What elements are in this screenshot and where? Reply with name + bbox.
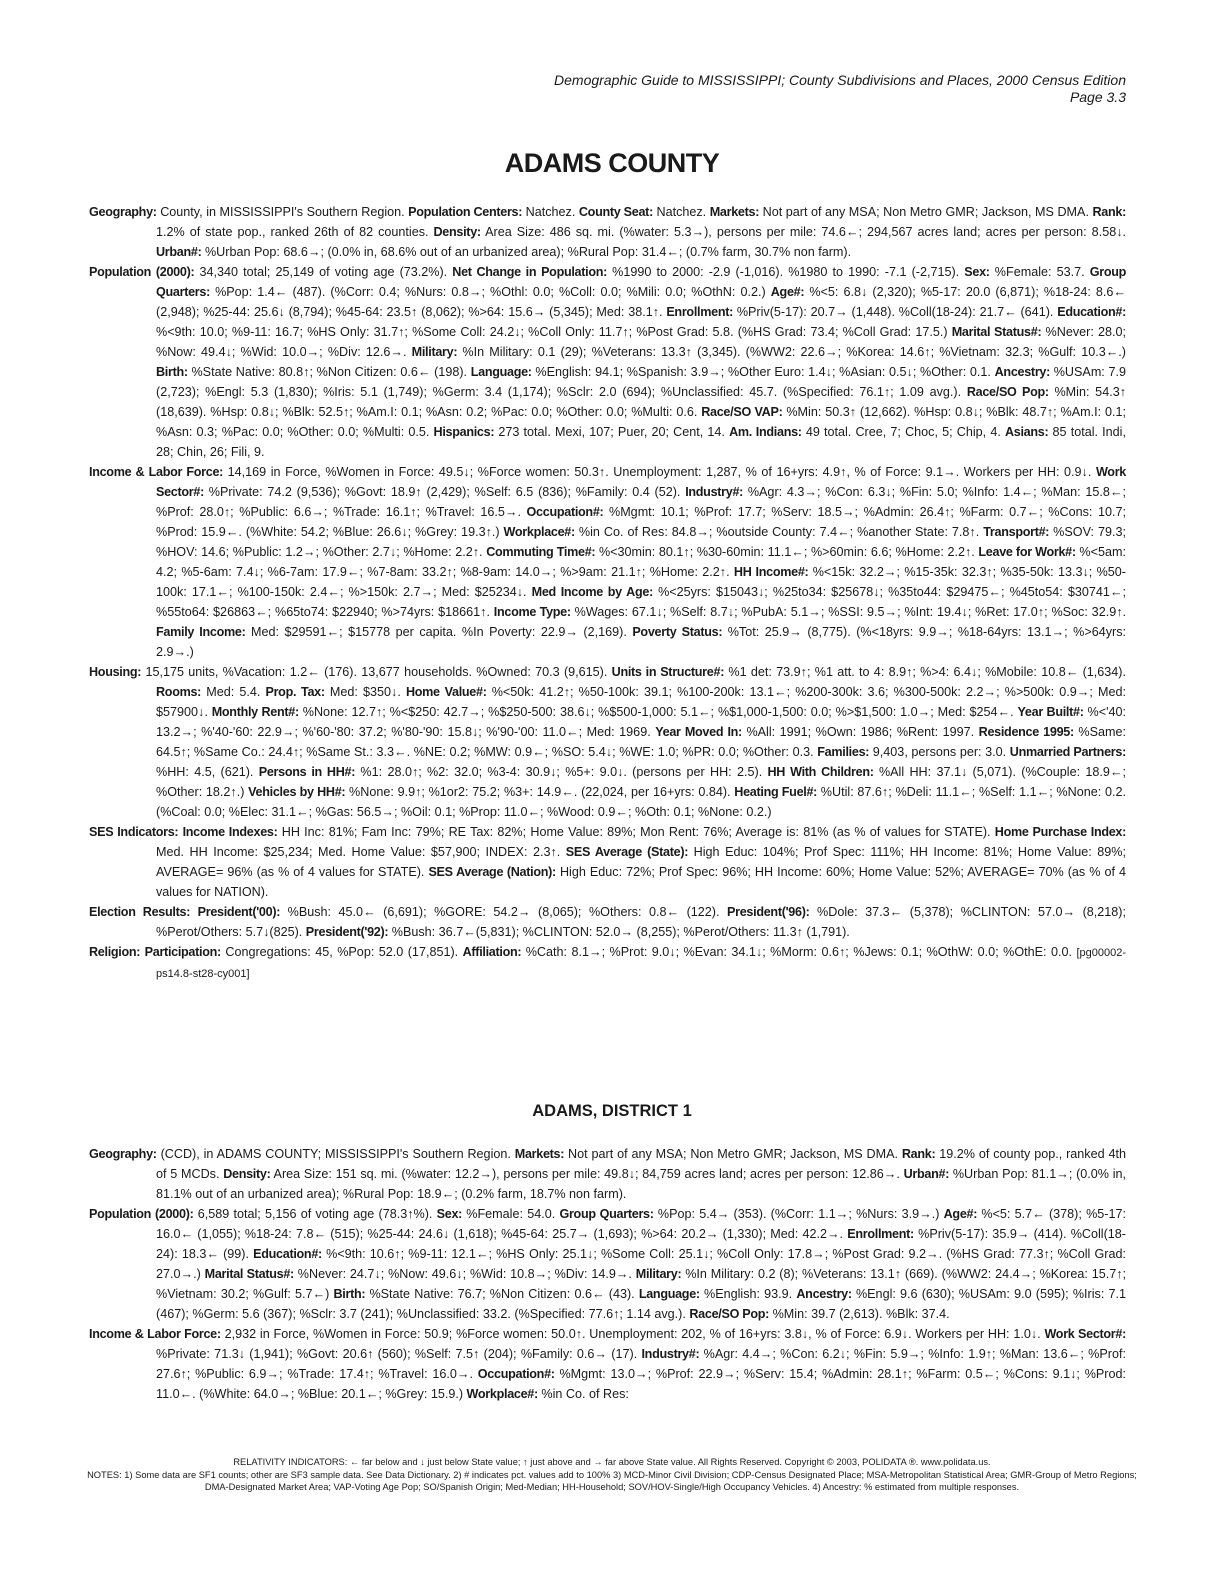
- field-value: %English: 94.1; %Spanish: 3.9→; %Other Euro: 1.4↓; %Asian: 0.5↓; %Other: 0.1.: [531, 365, 995, 379]
- field-value: %Priv(5-17): 20.7→ (1,448). %Coll(18-24): 21.7← (641).: [733, 305, 1058, 319]
- field-value: 14,169 in Force, %Women in Force: 49.5↓; %Force women: 50.3↑. Unemployment: 1,287, % of 16+yrs: 4.9↑, % of Force: 9.1→. Workers per HH: 0.9↓.: [223, 465, 1096, 479]
- field-label: Education#:: [1057, 305, 1126, 319]
- field-label: Units in Structure#:: [611, 665, 725, 679]
- field-label: Marital Status#:: [204, 1267, 294, 1281]
- guide-title: Demographic Guide to MISSISSIPPI; County Subdivisions and Places, 2000 Census Edition: [554, 72, 1126, 88]
- field-label: Year Built#:: [1017, 705, 1084, 719]
- field-label: Industry#:: [685, 485, 744, 499]
- field-label: SES Average (State):: [565, 845, 689, 859]
- field-label: Prop. Tax:: [265, 685, 325, 699]
- field-value: 15,175 units, %Vacation: 1.2← (176). 13,677 households. %Owned: 70.3 (9,615).: [141, 665, 612, 679]
- footer-notes: NOTES: 1) Some data are SF1 counts; other are SF3 sample data. See Data Dictionary. 2) # indicates pct. values add to 100% 3) MCD-Minor Civil Division; CDP-Census Designated Place; MSA-Metropolitan Statistical Area; GMR-Group of Metro Regions; DMA-Designated Market Area; VAP-Voting Age Pop; SO/Spanish Origin; Med-Median; HH-Household; SOV/HOV-Single/High Occupancy Vehicles. 4) Ancestry: % estimated from multiple responses.: [87, 1469, 1137, 1492]
- field-value: %Bush: 45.0← (6,691); %GORE: 54.2→ (8,065); %Others: 0.8← (122).: [280, 905, 728, 919]
- field-label: HH With Children:: [767, 765, 874, 779]
- relativity-indicators: RELATIVITY INDICATORS: ← far below and ↓ just below State value; ↑ just above and → far above State value. All Rights Reserved. Copyright © 2003, POLIDATA ®. www.polidata.us.: [233, 1457, 991, 1467]
- field-label: Work Sector#:: [1044, 1327, 1127, 1341]
- field-label: HH Income#:: [733, 565, 809, 579]
- field-value: %None: 9.9↑; %1or2: 75.2; %3+: 14.9←. (22,024, per 16+yrs: 0.84).: [345, 785, 735, 799]
- field-value: %Mgmt: 13.0→; %Prof: 22.9→; %Serv: 15.4; %Admin: 28.1↑; %Farm: 0.5←; %Cons: 9.1↓; %Prod: 11.0←. (%White: 64.0→; %Blue: 20.1←; %Grey: 15.9.): [156, 1367, 1126, 1401]
- field-value: %Cath: 8.1→; %Prot: 9.0↓; %Evan: 34.1↓; %Morm: 0.6↑; %Jews: 0.1; %OthW: 0.0; %OthE: 0.0.: [521, 945, 1077, 959]
- field-label: Unmarried Partners:: [1009, 745, 1126, 759]
- field-value: Med: $350↓.: [324, 685, 406, 699]
- profile-entry: [89, 662, 1126, 822]
- field-value: 9,403, persons per: 3.0.: [869, 745, 1010, 759]
- field-value: %Wages: 67.1↓; %Self: 8.7↓; %PubA: 5.1→; %SSI: 9.5→; %Int: 19.4↓; %Ret: 17.0↑; %Soc: 32.9↑.: [570, 605, 1126, 619]
- field-value: 1.2% of state pop., ranked 26th of 82 counties.: [156, 225, 434, 239]
- field-value: %in Co. of Res:: [537, 1387, 629, 1401]
- field-value: High Educ: 72%; Prof Spec: 96%; HH Income: 60%; Home Value: 52%; AVERAGE= 70% (as % of 4 values for NATION).: [156, 865, 1126, 899]
- field-label: Am. Indians:: [729, 425, 802, 439]
- field-value: %Dole: 37.3← (5,378); %CLINTON: 57.0→ (8,218); %Perot/Others: 5.7↓(825).: [156, 905, 1126, 939]
- field-value: %None: 12.7↑; %<$250: 42.7→; %$250-500: 38.6↓; %$500-1,000: 5.1←; %$1,000-1,500: 0.0; %>$1,500: 1.0→; Med: $254←.: [298, 705, 1018, 719]
- profile-entry: [89, 942, 1126, 984]
- field-value: %Min: 39.7 (2,613). %Blk: 37.4.: [769, 1307, 950, 1321]
- field-value: %<5am: 4.2; %5-6am: 7.4↓; %6-7am: 17.9←; %7-8am: 33.2↑; %8-9am: 14.0→; %>9am: 21.1↑; %Home: 2.2↑.: [156, 545, 1126, 579]
- field-value: 85 total. Indi, 28; Chin, 26; Fili, 9.: [156, 425, 1126, 459]
- field-label: Participation:: [144, 945, 221, 959]
- field-label: Industry#:: [641, 1347, 700, 1361]
- field-label: Race/SO Pop:: [689, 1307, 770, 1321]
- field-value: %English: 93.9.: [699, 1287, 797, 1301]
- field-label: Population Centers:: [408, 205, 523, 219]
- field-value: %Female: 53.7.: [989, 265, 1090, 279]
- field-value: %Mgmt: 10.1; %Prof: 17.7; %Serv: 18.5→; %Admin: 26.4↑; %Farm: 0.7←; %Cons: 10.7; %Prod: 15.9←. (%White: 54.2; %Blue: 26.6↓; %Grey: 19.3↑.): [156, 505, 1126, 539]
- field-value: Area Size: 486 sq. mi. (%water: 5.3→), persons per mile: 74.6←; 294,567 acres land; acres per person: 8.58↓.: [480, 225, 1126, 239]
- district-profile: [89, 1144, 1126, 1404]
- field-label: Group Quarters:: [156, 265, 1127, 299]
- field-value: %State Native: 80.8↑; %Non Citizen: 0.6← (198).: [187, 365, 471, 379]
- field-value: %Min: 54.3↑ (18,639). %Hsp: 0.8↓; %Blk: 52.5↑; %Am.I: 0.1; %Asn: 0.2; %Pac: 0.0; %Other: 0.0; %Multi: 0.6.: [156, 385, 1126, 419]
- field-value: %Never: 24.7↓; %Now: 49.6↓; %Wid: 10.8→; %Div: 14.9→.: [293, 1267, 636, 1281]
- field-label: President('92):: [305, 925, 389, 939]
- field-label: Rooms:: [156, 685, 202, 699]
- field-value: 2,932 in Force, %Women in Force: 50.9; %Force women: 50.0↑. Unemployment: 202, % of 16+yrs: 3.8↓, % of Force: 6.9↓. Workers per HH: 1.0↓.: [220, 1327, 1045, 1341]
- field-value: %Private: 71.3↓ (1,941); %Govt: 20.6↑ (560); %Self: 7.5↑ (204); %Family: 0.6→ (17).: [156, 1347, 642, 1361]
- field-value: 34,340 total; 25,149 of voting age (73.2%).: [194, 265, 453, 279]
- field-label: Language:: [470, 365, 532, 379]
- field-label: Housing:: [89, 665, 142, 679]
- field-value: %Agr: 4.4→; %Con: 6.2↓; %Fin: 5.9→; %Info: 1.9↑; %Man: 13.6←; %Prof: 27.6↑; %Public: 6.9→; %Trade: 17.4↑; %Travel: 16.0→.: [156, 1347, 1126, 1381]
- field-label: Work Sector#:: [156, 465, 1126, 499]
- district-title: ADAMS, DISTRICT 1: [532, 1102, 692, 1120]
- page-header: [326, 72, 1126, 106]
- profile-entry: [89, 902, 1126, 942]
- field-value: %<5: 6.8↓ (2,320); %5-17: 20.0 (6,871); %18-24: 8.6← (2,948); %25-44: 25.6↓ (8,794); %45-64: 23.5↑ (8,062); %>64: 15.6→ (5,345); Med: 38.1↑.: [156, 285, 1127, 319]
- field-label: Group Quarters:: [559, 1207, 654, 1221]
- field-label: SES Indicators:: [89, 825, 179, 839]
- field-label: Race/SO VAP:: [701, 405, 783, 419]
- county-profile: [89, 202, 1126, 984]
- field-value: %Tot: 25.9→ (8,775). (%<18yrs: 9.9→; %18-64yrs: 13.1→; %>64yrs: 2.9→.): [156, 625, 1126, 659]
- field-label: Income Indexes:: [182, 825, 278, 839]
- field-value: %All: 1991; %Own: 1986; %Rent: 1997.: [741, 725, 979, 739]
- field-value: %All HH: 37.1↓ (5,071). (%Couple: 18.9←; %Other: 18.2↑.): [156, 765, 1126, 799]
- field-value: %<9th: 10.6↑; %9-11: 12.1←; %HS Only: 25.1↓; %Some Coll: 25.1↓; %Coll Only: 17.8→; %Post Grad: 9.2→. (%HS Grad: 77.3↑; %Coll Grad: 27.0→.): [156, 1247, 1126, 1281]
- field-label: Markets:: [709, 205, 760, 219]
- field-label: Rank:: [1092, 205, 1126, 219]
- field-label: Family Income:: [156, 625, 246, 639]
- field-label: Families:: [817, 745, 870, 759]
- field-value: %1: 28.0↑; %2: 32.0; %3-4: 30.9↓; %5+: 9.0↓. (persons per HH: 2.5).: [355, 765, 768, 779]
- field-label: Population (2000):: [89, 1207, 194, 1221]
- field-label: Commuting Time#:: [486, 545, 596, 559]
- field-value: %SOV: 79.3; %HOV: 14.6; %Public: 1.2→; %Other: 2.7↓; %Home: 2.2↑.: [156, 525, 1127, 559]
- field-label: Workplace#:: [466, 1387, 538, 1401]
- field-value: Med: $29591←; $15778 per capita. %In Poverty: 22.9→ (2,169).: [245, 625, 633, 639]
- field-label: Birth:: [156, 365, 188, 379]
- field-label: Net Change in Population:: [452, 265, 608, 279]
- field-label: Ancestry:: [796, 1287, 852, 1301]
- field-value: %In Military: 0.2 (8); %Veterans: 13.1↑ (669). (%WW2: 24.4→; %Korea: 15.7↑; %Vietnam: 30.2; %Gulf: 5.7←): [156, 1267, 1127, 1301]
- field-value: %<15k: 32.2→; %15-35k: 32.3↑; %35-50k: 13.3↓; %50-100k: 17.1←; %100-150k: 2.4←; %>150k: 2.7→; Med: $25234↓.: [156, 565, 1126, 599]
- profile-entry: [89, 462, 1126, 662]
- field-value: %Female: 54.0.: [462, 1207, 560, 1221]
- field-label: Vehicles by HH#:: [248, 785, 346, 799]
- profile-entry: [89, 202, 1126, 262]
- field-value: Natchez.: [522, 205, 579, 219]
- field-label: Sex:: [964, 265, 990, 279]
- field-value: 19.2% of county pop., ranked 4th of 5 MCDs.: [156, 1147, 1126, 1181]
- field-value: (CCD), in ADAMS COUNTY; MISSISSIPPI's Southern Region.: [156, 1147, 515, 1161]
- field-label: Poverty Status:: [632, 625, 723, 639]
- field-value: High Educ: 104%; Prof Spec: 111%; HH Income: 81%; Home Value: 89%; AVERAGE= 96% (as % of 4 values for STATE).: [156, 845, 1126, 879]
- field-label: SES Average (Nation):: [428, 865, 556, 879]
- field-label: Income & Labor Force:: [89, 1327, 221, 1341]
- field-label: County Seat:: [578, 205, 653, 219]
- field-value: Not part of any MSA; Non Metro GMR; Jackson, MS DMA.: [564, 1147, 902, 1161]
- field-label: Home Purchase Index:: [994, 825, 1127, 839]
- field-label: Ancestry:: [994, 365, 1051, 379]
- field-label: Age#:: [943, 1207, 978, 1221]
- field-value: Area Size: 151 sq. mi. (%water: 12.2→), persons per mile: 49.8↓; 84,759 acres land; acres per person: 12.86→.: [270, 1167, 904, 1181]
- field-value: %in Co. of Res: 84.8→; %outside County: 7.4←; %another State: 7.8↑.: [574, 525, 984, 539]
- field-value: %1 det: 73.9↑; %1 att. to 4: 8.9↑; %>4: 6.4↓; %Mobile: 10.8← (1,634).: [724, 665, 1126, 679]
- field-value: %Util: 87.6↑; %Deli: 11.1←; %Self: 1.1←; %None: 0.2. (%Coal: 0.0; %Elec: 31.1←; %Gas: 56.5→; %Oil: 0.1; %Prop: 11.0←; %Wood: 0.9←; %Oth: 0.1; %None: 0.2.): [156, 785, 1126, 819]
- field-label: Geography:: [89, 205, 157, 219]
- field-value: %HH: 4.5, (621).: [156, 765, 259, 779]
- profile-entry: [89, 1144, 1126, 1204]
- field-label: Marital Status#:: [951, 325, 1042, 339]
- field-value: %In Military: 0.1 (29); %Veterans: 13.3↑ (3,345). (%WW2: 22.6→; %Korea: 14.6↑; %Vietnam: 32.3; %Gulf: 10.3←.): [457, 345, 1126, 359]
- field-label: Occupation#:: [477, 1367, 555, 1381]
- field-value: Med. HH Income: $25,234; Med. Home Value: $57,900; INDEX: 2.3↑.: [156, 845, 566, 859]
- field-label: Sex:: [436, 1207, 463, 1221]
- field-label: Military:: [635, 1267, 682, 1281]
- field-value: %Never: 28.0; %Now: 49.4↓; %Wid: 10.0→; %Div: 12.6→.: [156, 325, 1126, 359]
- field-label: Occupation#:: [526, 505, 604, 519]
- county-title: ADAMS COUNTY: [504, 148, 720, 178]
- field-label: Age#:: [770, 285, 805, 299]
- field-value: %<'40: 13.2→; %'40-'60: 22.9→; %'60-'80: 37.2; %'80-'90: 15.8↓; %'90-'00: 11.0←; Med: 1969.: [156, 705, 1126, 739]
- field-label: Markets:: [514, 1147, 565, 1161]
- field-value: %<50k: 41.2↑; %50-100k: 39.1; %100-200k: 13.1←; %200-300k: 3.6; %300-500k: 2.2→; %>500k: 0.9→; Med: $57900↓.: [156, 685, 1126, 719]
- profile-entry: [89, 1324, 1126, 1404]
- field-label: Religion:: [89, 945, 141, 959]
- profile-entry: [89, 262, 1126, 462]
- page-footer: [80, 1456, 1144, 1494]
- field-label: Home Value#:: [405, 685, 487, 699]
- field-value: 6,589 total; 5,156 of voting age (78.3↑%).: [193, 1207, 437, 1221]
- field-value: Not part of any MSA; Non Metro GMR; Jackson, MS DMA.: [759, 205, 1093, 219]
- field-value: Natchez.: [652, 205, 710, 219]
- field-label: Income & Labor Force:: [89, 465, 224, 479]
- field-label: Geography:: [89, 1147, 157, 1161]
- field-label: Leave for Work#:: [978, 545, 1076, 559]
- field-label: Monthly Rent#:: [211, 705, 299, 719]
- field-value: Med: 5.4.: [201, 685, 266, 699]
- field-label: Enrollment:: [666, 305, 733, 319]
- field-label: President('96):: [727, 905, 810, 919]
- field-label: Urban#:: [156, 245, 202, 259]
- field-value: %USAm: 7.9 (2,723); %Engl: 5.3 (1,830); %Iris: 5.1 (1,749); %Germ: 3.4 (1,174); %Sclr: 2.0 (694); %Unclassified: 45.7. (%Specified: 76.1↑; 1.09 avg.).: [156, 365, 1127, 399]
- field-value: %<5: 5.7← (378); %5-17: 16.0← (1,055); %18-24: 7.8← (515); %25-44: 24.6↓ (1,618); %45-64: 25.7→ (1,693); %>64: 20.2→ (1,330); Med: 42.2→.: [156, 1207, 1127, 1241]
- field-value: %1990 to 2000: -2.9 (-1,016). %1980 to 1990: -7.1 (-2,715).: [607, 265, 965, 279]
- field-value: HH Inc: 81%; Fam Inc: 79%; RE Tax: 82%; Home Value: 89%; Mon Rent: 76%; Average is: 81% (as % of values for STATE).: [277, 825, 995, 839]
- field-label: Population (2000):: [89, 265, 195, 279]
- field-value: %<9th: 10.0; %9-11: 16.7; %HS Only: 31.7↑; %Some Coll: 24.2↓; %Coll Only: 11.7↑; %Post Grad: 5.8. (%HS Grad: 73.4; %Coll Grad: 17.5.): [156, 325, 952, 339]
- field-value: %Pop: 1.4← (487). (%Corr: 0.4; %Nurs: 0.8→; %Othl: 0.0; %Coll: 0.0; %Mili: 0.0; %OthN: 0.2.): [210, 285, 771, 299]
- field-label: Education#:: [253, 1247, 322, 1261]
- page-number: Page 3.3: [1069, 89, 1126, 105]
- field-label: Urban#:: [903, 1167, 950, 1181]
- field-label: Year Moved In:: [655, 725, 742, 739]
- field-label: Birth:: [333, 1287, 366, 1301]
- field-value: 49 total. Cree, 7; Choc, 5; Chip, 4.: [801, 425, 1005, 439]
- profile-entry: [89, 1204, 1126, 1324]
- field-label: Election Results:: [89, 905, 191, 919]
- field-value: %<25yrs: $15043↓; %25to34: $25678↓; %35to44: $29475←; %45to54: $30741←; %55to64: $26863←; %65to74: $22940; %>74yrs: $18661↑.: [156, 585, 1126, 619]
- field-value: %Min: 50.3↑ (12,662). %Hsp: 0.8↓; %Blk: 48.7↑; %Am.I: 0.1; %Asn: 0.3; %Pac: 0.0; %Other: 0.0; %Multi: 0.5.: [156, 405, 1126, 439]
- field-label: Enrollment:: [847, 1227, 914, 1241]
- field-label: Income Type:: [493, 605, 571, 619]
- field-value: [190, 905, 198, 919]
- field-value: 273 total. Mexi, 107; Puer, 20; Cent, 14.: [494, 425, 730, 439]
- field-value: %Pop: 5.4→ (353). (%Corr: 1.1→; %Nurs: 3.9→.): [653, 1207, 944, 1221]
- field-value: County, in MISSISSIPPI's Southern Region.: [156, 205, 409, 219]
- field-value: %Same: 64.5↑; %Same Co.: 24.4↑; %Same St.: 3.3←. %NE: 0.2; %MW: 0.9←; %SO: 5.4↓; %WE: 1.0; %PR: 0.0; %Other: 0.3.: [156, 725, 1126, 759]
- field-value: %Priv(5-17): 35.9→ (414). %Coll(18-24): 18.3← (99).: [156, 1227, 1126, 1261]
- field-label: Affiliation:: [462, 945, 522, 959]
- field-label: Heating Fuel#:: [734, 785, 818, 799]
- field-label: Med Income by Age:: [531, 585, 653, 599]
- field-label: Transport#:: [983, 525, 1050, 539]
- field-value: Congregations: 45, %Pop: 52.0 (17,851).: [220, 945, 463, 959]
- field-value: %State Native: 76.7; %Non Citizen: 0.6← (43).: [365, 1287, 639, 1301]
- field-label: Hispanics:: [433, 425, 495, 439]
- field-value: %Urban Pop: 68.6→; (0.0% in, 68.6% out of an urbanized area); %Rural Pop: 31.4←; (0.7% farm, 30.7% non farm).: [201, 245, 852, 259]
- record-code: [pg00002-ps14.8-st28-cy001]: [156, 947, 1127, 980]
- field-value: %<30min: 80.1↑; %30-60min: 11.1←; %>60min: 6.6; %Home: 2.2↑.: [595, 545, 979, 559]
- field-label: Language:: [638, 1287, 700, 1301]
- profile-entry: [89, 822, 1126, 902]
- field-label: Persons in HH#:: [258, 765, 356, 779]
- field-value: %Private: 74.2 (9,536); %Govt: 18.9↑ (2,429); %Self: 6.5 (836); %Family: 0.4 (52).: [204, 485, 686, 499]
- field-label: Density:: [223, 1167, 271, 1181]
- field-value: %Engl: 9.6 (630); %USAm: 9.0 (595); %Iris: 7.1 (467); %Germ: 5.6 (367); %Sclr: 3.7 (241); %Unclassified: 33.2. (%Specified: 77.6↑; 1.14 avg.).: [156, 1287, 1127, 1321]
- field-value: %Agr: 4.3→; %Con: 6.3↓; %Fin: 5.0; %Info: 1.4←; %Man: 15.8←; %Prof: 28.0↑; %Public: 6.6→; %Trade: 16.1↑; %Travel: 16.5→.: [156, 485, 1126, 519]
- field-label: Workplace#:: [503, 525, 575, 539]
- field-label: President('00):: [197, 905, 281, 919]
- field-value: %Urban Pop: 81.1→; (0.0% in, 81.1% out of an urbanized area); %Rural Pop: 18.9←; (0.2% farm, 18.7% non farm).: [156, 1167, 1126, 1201]
- field-label: Asians:: [1004, 425, 1049, 439]
- field-label: Race/SO Pop:: [966, 385, 1049, 399]
- field-label: Rank:: [901, 1147, 936, 1161]
- field-value: %Bush: 36.7←(5,831); %CLINTON: 52.0→ (8,255); %Perot/Others: 11.3↑ (1,791).: [388, 925, 850, 939]
- field-label: Residence 1995:: [978, 725, 1074, 739]
- field-label: Military:: [411, 345, 458, 359]
- field-label: Density:: [433, 225, 481, 239]
